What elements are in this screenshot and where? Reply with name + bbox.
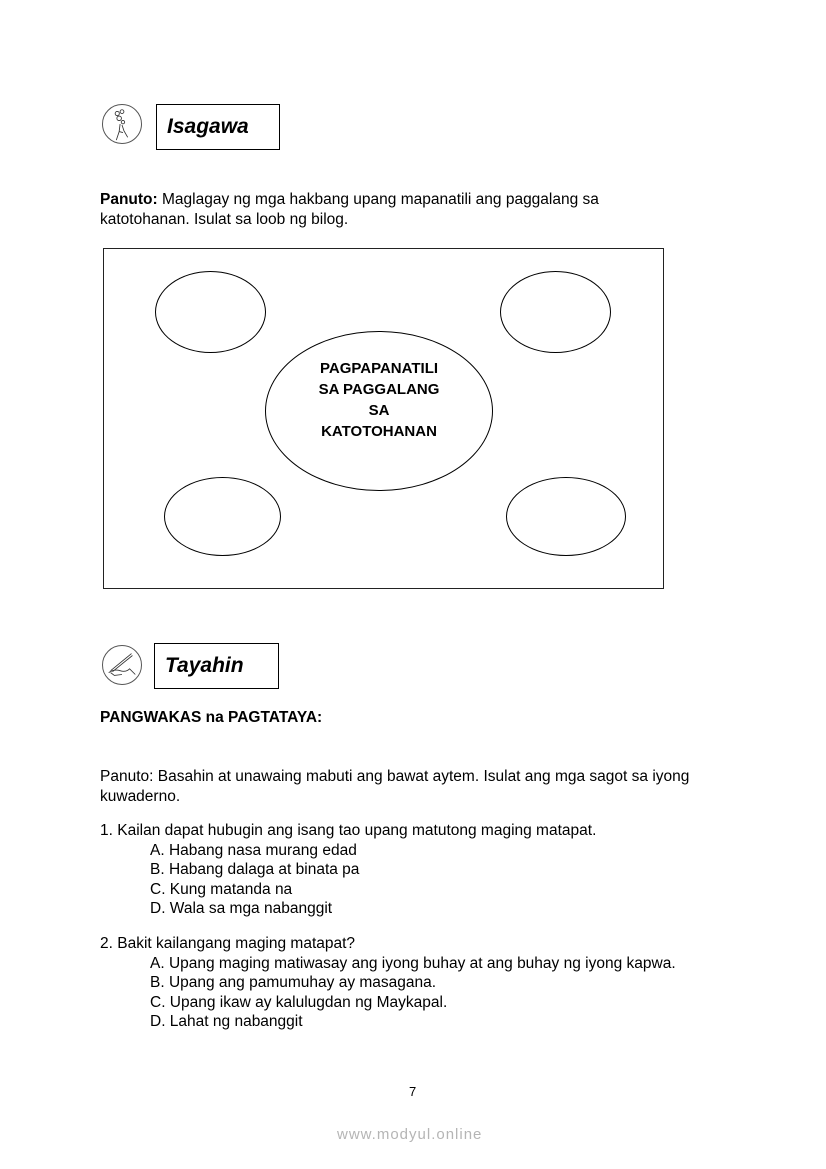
page-number: 7 [409, 1084, 417, 1099]
option-b[interactable]: B. Upang ang pamumuhay ay masagana. [150, 974, 437, 991]
graphic-organizer [103, 248, 664, 589]
option-b[interactable]: B. Habang dalaga at binata pa [150, 861, 360, 878]
option-d[interactable]: D. Lahat ng nabanggit [150, 1013, 303, 1030]
answer-circle-bottom-left[interactable] [164, 477, 281, 556]
question-2 [100, 934, 780, 1032]
center-label [266, 358, 492, 442]
hand-flower-icon [102, 104, 142, 144]
tayahin-instruction: Panuto: Basahin at unawaing mabuti ang bawat aytem. Isulat ang mga sagot sa iyong kuwaderno. [100, 768, 690, 805]
isagawa-title-box [156, 104, 280, 150]
option-a[interactable]: A. Upang maging matiwasay ang iyong buhay at ang buhay ng iyong kapwa. [150, 954, 676, 972]
tayahin-title: Tayahin [165, 654, 244, 677]
isagawa-instruction [100, 190, 660, 229]
option-c[interactable]: C. Kung matanda na [150, 880, 293, 898]
question-text: 1. Kailan dapat hubugin ang isang tao upang matutong maging matapat. [100, 822, 597, 839]
option-a[interactable]: A. Habang nasa murang edad [150, 841, 357, 859]
option-c[interactable]: C. Upang ikaw ay kalulugdan ng Maykapal. [150, 993, 448, 1011]
watermark: www.modyul.online [337, 1126, 483, 1143]
question-text: 2. Bakit kailangang maging matapat? [100, 935, 356, 952]
answer-circle-top-right[interactable] [500, 271, 611, 353]
answer-circle-top-left[interactable] [155, 271, 266, 353]
center-line-2: SA PAGGALANG [318, 381, 440, 398]
center-line-4: KATOTOHANAN [321, 423, 437, 440]
center-line-1: PAGPAPANATILI [319, 360, 439, 377]
hand-writing-icon [102, 645, 142, 685]
center-line-3: SA [368, 402, 390, 419]
option-d[interactable]: D. Wala sa mga nabanggit [150, 900, 333, 917]
assessment-heading: PANGWAKAS na PAGTATAYA: [100, 709, 323, 726]
tayahin-title-box [154, 643, 279, 689]
isagawa-title: Isagawa [167, 115, 249, 138]
center-ellipse [265, 331, 493, 491]
question-1 [100, 821, 740, 919]
answer-circle-bottom-right[interactable] [506, 477, 626, 556]
instruction-label: Panuto: [100, 191, 158, 208]
instruction-text: Maglagay ng mga hakbang upang mapanatili ang paggalang sa katotohanan. Isulat sa loob ng bilog. [100, 191, 599, 228]
